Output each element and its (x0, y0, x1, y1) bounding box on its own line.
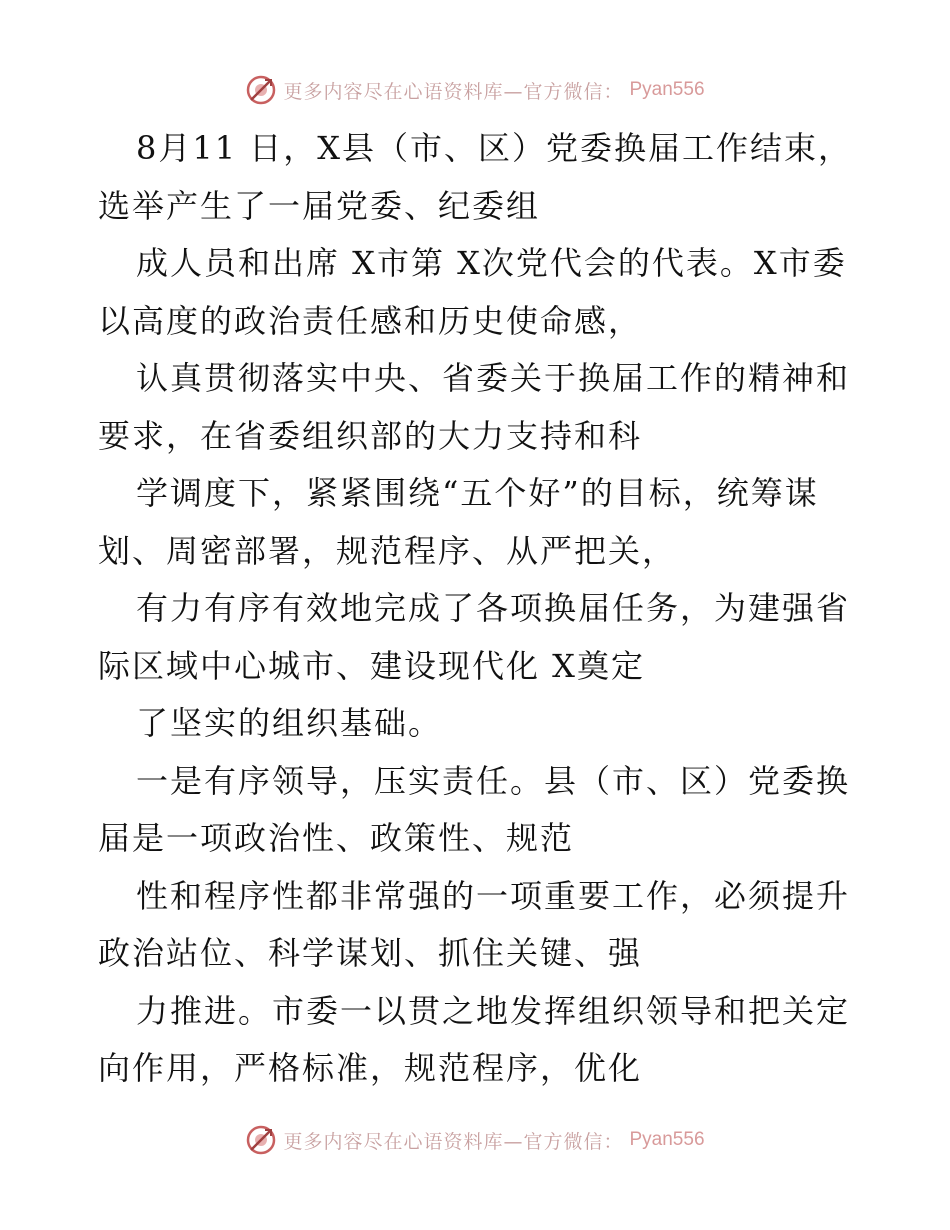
logo-icon (245, 74, 277, 106)
watermark-wechat-id: Pyan556 (629, 1129, 705, 1150)
text-line: 划、周密部署，规范程序、从严把关， (98, 531, 677, 570)
text-line: 要求，在省委组织部的大力支持和科 (98, 416, 643, 455)
text-line: 一是有序领导，压实责任。县（市、区）党委换 (136, 761, 851, 800)
text-line: 力推进。市委一以贯之地发挥组织领导和把关定 (136, 991, 851, 1030)
text-line: 8月11 日，X县（市、区）党委换届工作结束， (136, 129, 853, 167)
footer-watermark (0, 1120, 950, 1160)
text-line: 认真贯彻落实中央、省委关于换届工作的精神和 (136, 359, 851, 397)
text-line: 成人员和出席 X市第 X次党代会的代表。X市委 (136, 244, 847, 282)
text-line: 向作用，严格标准，规范程序，优化 (98, 1049, 643, 1087)
text-line: 有力有序有效地完成了各项换届任务，为建强省 (136, 589, 851, 627)
text-line: 以高度的政治责任感和历史使命感， (98, 301, 643, 340)
text-line: 选举产生了一届党委、纪委组 (98, 186, 541, 225)
watermark-text: 更多内容尽在心语资料库—官方微信： (283, 1130, 624, 1153)
text-line: 际区域中心城市、建设现代化 X奠定 (98, 646, 645, 685)
header-watermark (0, 70, 950, 110)
watermark-wechat-id: Pyan556 (629, 79, 705, 100)
text-line: 性和程序性都非常强的一项重要工作，必须提升 (136, 876, 851, 915)
text-line: 政治站位、科学谋划、抓住关键、强 (98, 934, 643, 972)
document-body (98, 120, 858, 1098)
text-line: 学调度下，紧紧围绕“五个好”的目标，统筹谋 (136, 474, 819, 512)
text-line: 届是一项政治性、政策性、规范 (98, 819, 575, 857)
watermark-text: 更多内容尽在心语资料库—官方微信： (283, 80, 624, 103)
text-line: 了坚实的组织基础。 (136, 704, 443, 742)
logo-icon (245, 1124, 277, 1156)
